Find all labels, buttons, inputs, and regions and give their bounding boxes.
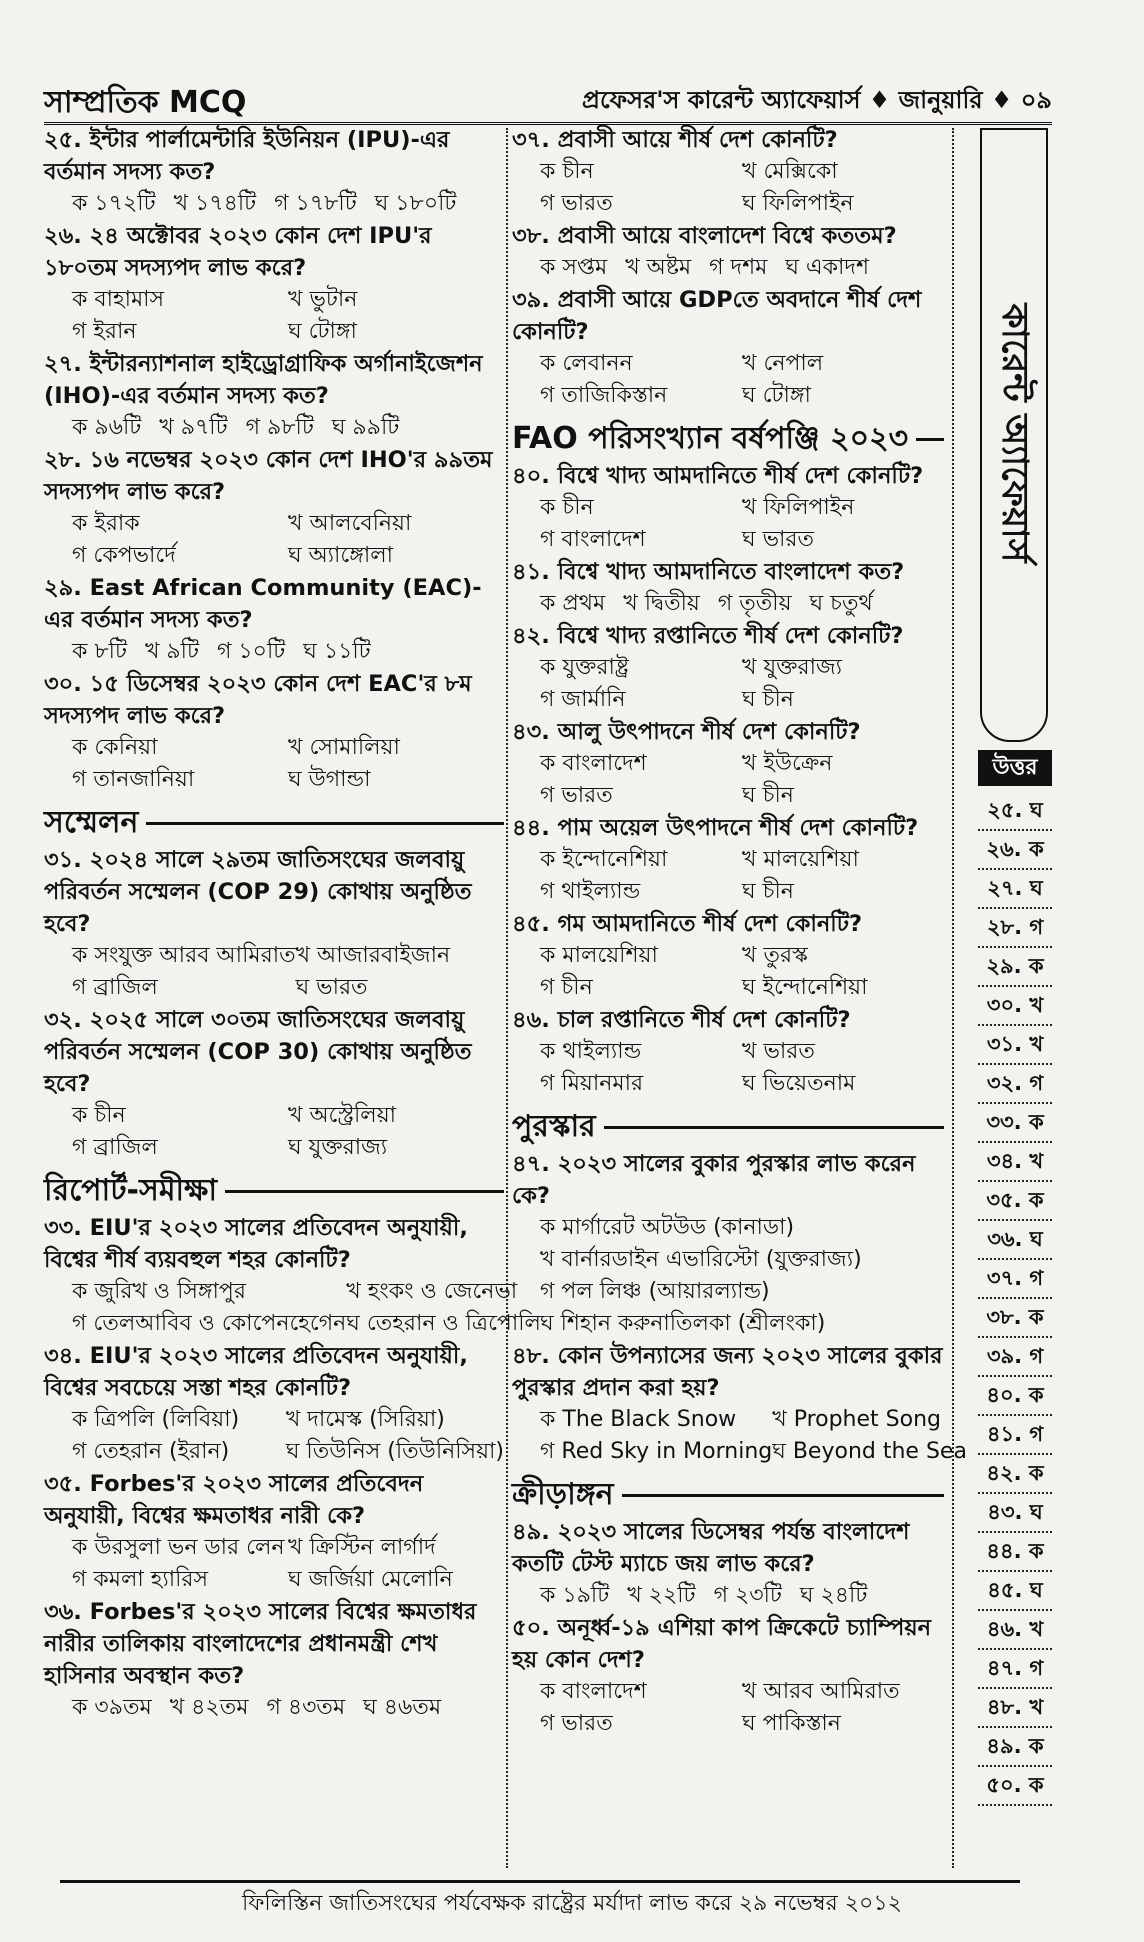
answer-item: ৪৯. ক [978, 1728, 1052, 1767]
option: ক মার্গারেট অটউড (কানাডা) [540, 1215, 795, 1240]
option: গ Red Sky in Morning [540, 1439, 773, 1464]
option-list [512, 1404, 967, 1468]
option-list [512, 940, 944, 1004]
footer-note: ফিলিস্তিন জাতিসংঘের পর্যবেক্ষক রাষ্ট্রের মর্যাদা লাভ করে ২৯ নভেম্বর ২০১২ [242, 1891, 902, 1916]
question-text: ৪৭. ২০২৩ সালের বুকার পুরস্কার লাভ করেন কে? [512, 1151, 916, 1209]
question-text: ৩৭. প্রবাসী আয়ে শীর্ষ দেশ কোনটি? [512, 127, 838, 153]
option: ঘ ৪৬তম [363, 1695, 442, 1720]
option-list [44, 508, 504, 572]
option-list [44, 1692, 504, 1724]
column-divider [506, 128, 508, 1868]
question-block [44, 668, 504, 796]
option-list [44, 1532, 504, 1596]
answer-item: ৩৯. গ [978, 1338, 1052, 1377]
option-list [44, 636, 504, 668]
answer-list [978, 792, 1052, 1806]
option-list [512, 156, 944, 220]
option: ক ৩৯তম [72, 1695, 152, 1720]
answer-item: ২৯. ক [978, 948, 1052, 987]
question-block [44, 220, 504, 348]
option: ক ৮টি [72, 639, 127, 664]
option-list [44, 1276, 541, 1340]
option: খ ইউক্রেন [742, 751, 833, 776]
column-divider [952, 128, 954, 1868]
option: ঘ টোঙ্গা [742, 383, 811, 408]
option: ক ইরাক [72, 511, 140, 536]
option: খ মালয়েশিয়া [742, 847, 859, 872]
question-block [512, 908, 944, 1004]
option: গ ভারত [540, 783, 613, 808]
option: ক থাইল্যান্ড [540, 1039, 642, 1064]
question-text: ৪৩. আলু উৎপাদনে শীর্ষ দেশ কোনটি? [512, 719, 861, 745]
option-list [44, 188, 504, 220]
option: ক বাংলাদেশ [540, 1679, 647, 1704]
question-block [512, 620, 944, 716]
option: ক জুরিখ ও সিঙ্গাপুর [72, 1279, 246, 1304]
question-block [512, 1004, 944, 1100]
option-list [44, 1404, 504, 1468]
option: ক ১৭২টি [72, 191, 156, 216]
answer-item: ৩৪. খ [978, 1143, 1052, 1182]
question-text: ৩৬. Forbes'র ২০২৩ সালের বিশ্বের ক্ষমতাধর নারীর তালিকায় বাংলাদেশের প্রধানমন্ত্রী শেখ হাসিনার অবস্থান কত? [44, 1599, 477, 1689]
option: ঘ ভারত [742, 527, 814, 552]
option-list [512, 1580, 944, 1612]
option: ঘ ফিলিপাইন [742, 191, 854, 216]
answer-item: ৪৭. গ [978, 1650, 1052, 1689]
option: খ দ্বিতীয় [623, 591, 700, 616]
question-text: ৩০. ১৫ ডিসেম্বর ২০২৩ কোন দেশ EAC'র ৮ম সদস্যপদ লাভ করে? [44, 671, 472, 729]
option: ঘ ২৪টি [799, 1583, 868, 1608]
answer-item: ৩২. গ [978, 1065, 1052, 1104]
question-block [512, 1148, 944, 1340]
question-text: ২৭. ইন্টারন্যাশনাল হাইড্রোগ্রাফিক অর্গানাইজেশন (IHO)-এর বর্তমান সদস্য কত? [44, 351, 483, 409]
section-heading [512, 1474, 944, 1516]
option: ক লেবানন [540, 351, 633, 376]
option: গ ৪৩তম [266, 1695, 346, 1720]
option: ঘ পাকিস্তান [742, 1711, 841, 1736]
option: ক ইন্দোনেশিয়া [540, 847, 668, 872]
page-header [44, 78, 1052, 122]
question-block [512, 1340, 967, 1468]
option: গ চীন [540, 975, 593, 1000]
answer-item: ৪৩. ঘ [978, 1494, 1052, 1533]
option: খ যুক্তরাজ্য [742, 655, 843, 680]
question-text: ২৫. ইন্টার পার্লামেন্টারি ইউনিয়ন (IPU)-এর বর্তমান সদস্য কত? [44, 127, 450, 185]
section-heading-text: FAO পরিসংখ্যান বর্ষপঞ্জি ২০২৩ [512, 421, 909, 456]
option: খ ক্রিস্টিন লার্গার্দ [288, 1535, 436, 1560]
question-block [44, 124, 504, 220]
option: ক বাহামাস [72, 287, 165, 312]
option: গ তাজিকিস্তান [540, 383, 668, 408]
option: ক সপ্তম [540, 255, 608, 280]
answer-item: ৩৩. ক [978, 1104, 1052, 1143]
option: খ অষ্টম [625, 255, 692, 280]
option: গ ভারত [540, 191, 613, 216]
option: খ নেপাল [742, 351, 824, 376]
option: খ মেক্সিকো [742, 159, 838, 184]
option: ক চীন [540, 159, 594, 184]
answer-item: ৪৬. খ [978, 1611, 1052, 1650]
option: ঘ চতুর্থ [809, 591, 873, 616]
option: ঘ ইন্দোনেশিয়া [742, 975, 868, 1000]
question-text: ২৬. ২৪ অক্টোবর ২০২৩ কোন দেশ IPU'র ১৮০তম সদস্যপদ লাভ করে? [44, 223, 432, 281]
option: ঘ চীন [742, 783, 794, 808]
option: ঘ অ্যাঙ্গোলা [288, 543, 393, 568]
option: ঘ তেহরান ও ত্রিপোলি [346, 1311, 541, 1336]
answer-item: ৩১. খ [978, 1026, 1052, 1065]
answer-item: ২৮. গ [978, 909, 1052, 948]
option: খ ১৭৪টি [173, 191, 257, 216]
option: ঘ জর্জিয়া মেলোনি [288, 1567, 453, 1592]
option: ক চীন [72, 1103, 126, 1128]
option: ক চীন [540, 495, 594, 520]
answer-item: ৩৫. ক [978, 1182, 1052, 1221]
answer-item: ৩৬. ঘ [978, 1221, 1052, 1260]
option: ক ৯৬টি [72, 415, 142, 440]
answer-item: ৪০. ক [978, 1377, 1052, 1416]
question-text: ৪৫. গম আমদানিতে শীর্ষ দেশ কোনটি? [512, 911, 863, 937]
answer-item: ৩৮. ক [978, 1299, 1052, 1338]
question-text: ৩৯. প্রবাসী আয়ে GDPতে অবদানে শীর্ষ দেশ কোনটি? [512, 287, 922, 345]
question-block [512, 124, 944, 220]
option: ঘ তিউনিস (তিউনিসিয়া) [285, 1439, 504, 1464]
question-block [44, 1212, 541, 1340]
option: গ তৃতীয় [717, 591, 792, 616]
option: ক প্রথম [540, 591, 606, 616]
answer-item: ৩০. খ [978, 987, 1052, 1026]
question-text: ৪৯. ২০২৩ সালের ডিসেম্বর পর্যন্ত বাংলাদেশ কতটি টেস্ট ম্যাচে জয় লাভ করে? [512, 1519, 910, 1577]
option: ঘ ৯৯টি [331, 415, 400, 440]
option: ক বাংলাদেশ [540, 751, 647, 776]
section-rule [146, 822, 504, 825]
question-text: ৪০. বিশ্বে খাদ্য আমদানিতে শীর্ষ দেশ কোনটি? [512, 463, 924, 489]
answer-item: ৩৭. গ [978, 1260, 1052, 1299]
option-list [44, 1100, 504, 1164]
option-list [44, 940, 504, 1004]
footer-rule [60, 1880, 1020, 1883]
option: ঘ টোঙ্গা [288, 319, 357, 344]
option-list [512, 1212, 944, 1340]
question-text: ৪৮. কোন উপন্যাসের জন্য ২০২৩ সালের বুকার পুরস্কার প্রদান করা হয়? [512, 1343, 943, 1401]
option: ঘ ভারত [295, 975, 368, 1000]
answers-heading: উত্তর [978, 750, 1052, 786]
question-text: ৪৪. পাম অয়েল উৎপাদনে শীর্ষ দেশ কোনটি? [512, 815, 919, 841]
option: গ ৯৮টি [245, 415, 314, 440]
option: গ কেপভার্দে [72, 543, 176, 568]
option: ক ১৯টি [540, 1583, 610, 1608]
option: গ দশম [709, 255, 768, 280]
option: গ ২৩টি [713, 1583, 782, 1608]
middle-column [512, 124, 967, 1740]
option-list [512, 588, 944, 620]
option: গ বাংলাদেশ [540, 527, 646, 552]
question-block [512, 284, 944, 412]
question-text: ৩২. ২০২৫ সালে ৩০তম জাতিসংঘের জলবায়ু পরিবর্তন সম্মেলন (COP 30) কোথায় অনুষ্ঠিত হবে? [44, 1007, 472, 1097]
section-heading-text: পুরস্কার [512, 1109, 596, 1144]
option: ক ত্রিপলি (লিবিয়া) [72, 1407, 240, 1432]
question-text: ৪৬. চাল রপ্তানিতে শীর্ষ দেশ কোনটি? [512, 1007, 851, 1033]
option: ঘ ভিয়েতনাম [742, 1071, 856, 1096]
question-text: ৩৪. EIU'র ২০২৩ সালের প্রতিবেদন অনুযায়ী, বিশ্বের সবচেয়ে সস্তা শহর কোনটি? [44, 1343, 468, 1401]
option: খ ভুটান [288, 287, 358, 312]
section-heading [44, 1170, 504, 1212]
option: খ ৯৭টি [159, 415, 228, 440]
option: গ ভারত [540, 1711, 613, 1736]
answer-item: ৪৪. ক [978, 1533, 1052, 1572]
question-text: ৪১. বিশ্বে খাদ্য আমদানিতে বাংলাদেশ কত? [512, 559, 905, 585]
question-block [44, 1468, 504, 1596]
question-block [512, 1612, 944, 1740]
section-rule [622, 1494, 944, 1497]
question-block [512, 812, 944, 908]
option: খ আজারবাইজান [295, 943, 451, 968]
option: গ ১৭৮টি [274, 191, 357, 216]
option: খ Prophet Song [772, 1407, 941, 1432]
option: গ থাইল্যান্ড [540, 879, 641, 904]
section-rule [225, 1190, 504, 1193]
section-heading [512, 418, 944, 460]
question-block [44, 348, 504, 444]
option-list [512, 1676, 944, 1740]
option: খ ৯টি [144, 639, 199, 664]
question-text: ৩৫. Forbes'র ২০২৩ সালের প্রতিবেদন অনুযায়ী, বিশ্বের ক্ষমতাধর নারী কে? [44, 1471, 424, 1529]
option: গ ব্রাজিল [72, 975, 158, 1000]
option: খ ৪২তম [169, 1695, 249, 1720]
question-block [512, 220, 944, 284]
question-text: ৩১. ২০২৪ সালে ২৯তম জাতিসংঘের জলবায়ু পরিবর্তন সম্মেলন (COP 29) কোথায় অনুষ্ঠিত হবে? [44, 847, 472, 937]
option: ক The Black Snow [540, 1407, 737, 1432]
option-list [512, 748, 944, 812]
answer-item: ২৬. ক [978, 831, 1052, 870]
section-heading-text: সম্মেলন [44, 805, 139, 840]
question-block [44, 1596, 504, 1724]
side-label: কারেন্ট অ্যাফেয়ার্স [994, 303, 1035, 563]
section-heading [44, 802, 504, 844]
option: গ পল লিঞ্চ (আয়ারল্যান্ড) [540, 1279, 770, 1304]
option: ক উরসুলা ভন ডার লেন [72, 1535, 285, 1560]
answer-item: ২৫. ঘ [978, 792, 1052, 831]
question-block [512, 716, 944, 812]
question-block [44, 844, 504, 1004]
magazine-title: প্রফেসর'স কারেন্ট অ্যাফেয়ার্স ♦ জানুয়ারি ♦ ০৯ [582, 86, 1052, 114]
option: গ তেহরান (ইরান) [72, 1439, 230, 1464]
option: গ কমলা হ্যারিস [72, 1567, 209, 1592]
option-list [512, 252, 944, 284]
option: ঘ শিহান করুনাতিলকা (শ্রীলংকা) [540, 1311, 826, 1336]
option: ঘ একাদশ [785, 255, 869, 280]
question-block [512, 556, 944, 620]
option-list [512, 348, 944, 412]
option: ঘ চীন [742, 687, 794, 712]
question-block [512, 460, 944, 556]
answer-item: ৫০. ক [978, 1767, 1052, 1806]
section-rule [604, 1126, 944, 1129]
question-block [512, 1516, 944, 1612]
option: খ আলবেনিয়া [288, 511, 412, 536]
option: গ ১০টি [216, 639, 286, 664]
option: গ তানজানিয়া [72, 767, 195, 792]
option: খ আরব আমিরাত [742, 1679, 900, 1704]
option: খ তুরস্ক [742, 943, 808, 968]
option-list [512, 652, 944, 716]
answer-item: ৪৮. খ [978, 1689, 1052, 1728]
option: ক যুক্তরাষ্ট্র [540, 655, 629, 680]
option: খ সোমালিয়া [288, 735, 400, 760]
answer-item: ৪২. ক [978, 1455, 1052, 1494]
section-heading-text: রিপোর্ট-সমীক্ষা [44, 1173, 218, 1208]
option-list [44, 412, 504, 444]
option: খ অস্ট্রেলিয়া [288, 1103, 397, 1128]
option: গ তেলআবিব ও কোপেনহেগেন [72, 1311, 347, 1336]
section-heading [512, 1106, 944, 1148]
option: ক কেনিয়া [72, 735, 158, 760]
question-text: ৩৮. প্রবাসী আয়ে বাংলাদেশ বিশ্বে কততম? [512, 223, 897, 249]
option: ক সংযুক্ত আরব আমিরাত [72, 943, 296, 968]
answer-item: ৪৫. ঘ [978, 1572, 1052, 1611]
option: খ বার্নারডাইন এভারিস্টো (যুক্তরাজ্য) [540, 1247, 862, 1272]
question-block [44, 1340, 504, 1468]
option-list [512, 1036, 944, 1100]
option-list [512, 492, 944, 556]
question-text: ২৮. ১৬ নভেম্বর ২০২৩ কোন দেশ IHO'র ৯৯তম সদস্যপদ লাভ করে? [44, 447, 493, 505]
question-block [44, 572, 504, 668]
option: ঘ যুক্তরাজ্য [288, 1135, 388, 1160]
option: ঘ ১৮০টি [374, 191, 457, 216]
option: ক মালয়েশিয়া [540, 943, 658, 968]
question-text: ৪২. বিশ্বে খাদ্য রপ্তানিতে শীর্ষ দেশ কোনটি? [512, 623, 904, 649]
option: খ হংকং ও জেনেভা [346, 1279, 518, 1304]
option: খ ২২টি [627, 1583, 696, 1608]
option: ঘ Beyond the Sea [772, 1439, 967, 1464]
answer-item: ২৭. ঘ [978, 870, 1052, 909]
question-block [44, 444, 504, 572]
option-list [44, 284, 504, 348]
option: গ ব্রাজিল [72, 1135, 158, 1160]
option-list [512, 844, 944, 908]
answer-item: ৪১. গ [978, 1416, 1052, 1455]
option: খ ভারত [742, 1039, 815, 1064]
question-text: ২৯. East African Community (EAC)-এর বর্তমান সদস্য কত? [44, 575, 482, 633]
option: ঘ ১১টি [303, 639, 371, 664]
option: গ মিয়ানমার [540, 1071, 644, 1096]
option: খ ফিলিপাইন [742, 495, 855, 520]
section-heading-text: ক্রীড়াঙ্গন [512, 1477, 614, 1512]
section-rule [916, 438, 944, 441]
option: গ ইরান [72, 319, 137, 344]
option: গ জার্মানি [540, 687, 626, 712]
option-list [44, 732, 504, 796]
option: খ দামেস্ক (সিরিয়া) [285, 1407, 445, 1432]
option: ঘ উগান্ডা [288, 767, 371, 792]
question-text: ৩৩. EIU'র ২০২৩ সালের প্রতিবেদন অনুযায়ী, বিশ্বের শীর্ষ ব্যয়বহুল শহর কোনটি? [44, 1215, 468, 1273]
question-text: ৫০. অনূর্ধ্ব-১৯ এশিয়া কাপ ক্রিকেটে চ্যাম্পিয়ন হয় কোন দেশ? [512, 1615, 932, 1673]
section-title: সাম্প্রতিক MCQ [44, 85, 247, 120]
option: ঘ চীন [742, 879, 794, 904]
left-column [44, 124, 541, 1724]
question-block [44, 1004, 504, 1164]
